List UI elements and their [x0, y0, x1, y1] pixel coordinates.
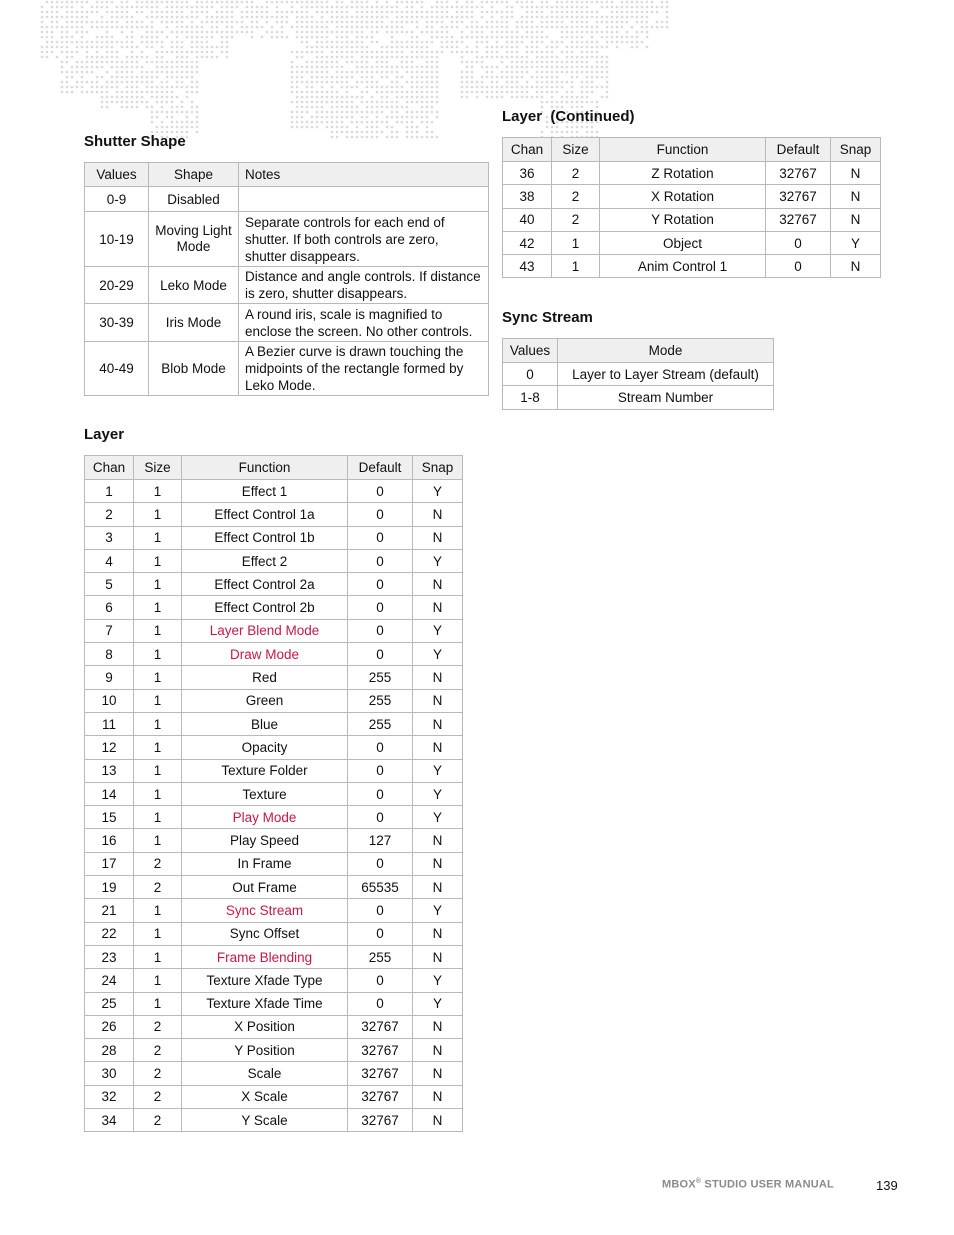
function-cell: Red — [182, 666, 348, 689]
footer-manual-name: STUDIO USER MANUAL — [701, 1178, 834, 1191]
chan-cell: 40 — [503, 208, 552, 231]
snap-cell: N — [831, 185, 881, 208]
notes-cell: Distance and angle controls. If distance is zero, shutter disappears. — [239, 267, 489, 304]
snap-cell: Y — [831, 231, 881, 254]
chan-cell: 30 — [85, 1062, 134, 1085]
default-cell: 0 — [348, 643, 413, 666]
table-header-row — [85, 456, 463, 480]
function-cell: X Position — [182, 1015, 348, 1038]
values-cell: 0 — [503, 363, 558, 386]
column-header: Default — [766, 138, 831, 162]
default-cell: 32767 — [348, 1015, 413, 1038]
layer-continued-table-body — [503, 162, 881, 278]
values-cell: 20-29 — [85, 267, 149, 304]
chan-cell: 15 — [85, 806, 134, 829]
table-row — [85, 782, 463, 805]
size-cell: 1 — [134, 736, 182, 759]
size-cell: 2 — [552, 185, 600, 208]
snap-cell: Y — [413, 969, 463, 992]
table-row — [85, 666, 463, 689]
column-header: Notes — [239, 163, 489, 187]
size-cell: 1 — [134, 899, 182, 922]
function-cell: Texture Xfade Time — [182, 992, 348, 1015]
chan-cell: 21 — [85, 899, 134, 922]
values-cell: 10-19 — [85, 212, 149, 267]
function-link[interactable]: Sync Stream — [182, 899, 348, 922]
table-row — [85, 342, 489, 396]
snap-cell: N — [413, 1085, 463, 1108]
function-cell: Texture Xfade Type — [182, 969, 348, 992]
table-row — [85, 829, 463, 852]
chan-cell: 17 — [85, 852, 134, 875]
page-number: 139 — [876, 1178, 898, 1193]
notes-cell: A round iris, scale is magnified to enclose the screen. No other controls. — [239, 304, 489, 342]
size-cell: 1 — [552, 231, 600, 254]
default-cell: 0 — [348, 806, 413, 829]
size-cell: 1 — [134, 480, 182, 503]
size-cell: 2 — [134, 1062, 182, 1085]
default-cell: 0 — [348, 619, 413, 642]
default-cell: 0 — [348, 782, 413, 805]
chan-cell: 28 — [85, 1039, 134, 1062]
values-cell: 0-9 — [85, 187, 149, 212]
table-row — [503, 363, 774, 386]
function-cell: Y Scale — [182, 1109, 348, 1132]
snap-cell: N — [413, 1109, 463, 1132]
snap-cell: N — [413, 1015, 463, 1038]
size-cell: 1 — [134, 666, 182, 689]
chan-cell: 19 — [85, 876, 134, 899]
chan-cell: 23 — [85, 945, 134, 968]
chan-cell: 25 — [85, 992, 134, 1015]
shutter-shape-table — [84, 162, 489, 396]
size-cell: 1 — [134, 573, 182, 596]
snap-cell: N — [831, 255, 881, 278]
size-cell: 1 — [134, 596, 182, 619]
table-row — [85, 945, 463, 968]
shape-cell: Moving Light Mode — [149, 212, 239, 267]
column-header: Chan — [85, 456, 134, 480]
table-row — [85, 806, 463, 829]
layer-table-body — [85, 480, 463, 1132]
default-cell: 255 — [348, 712, 413, 735]
table-row — [85, 480, 463, 503]
size-cell: 1 — [134, 969, 182, 992]
chan-cell: 32 — [85, 1085, 134, 1108]
shape-cell: Blob Mode — [149, 342, 239, 396]
footer-manual-title — [662, 1178, 834, 1191]
snap-cell: N — [413, 712, 463, 735]
table-row — [85, 643, 463, 666]
column-header: Function — [600, 138, 766, 162]
default-cell: 32767 — [766, 162, 831, 185]
function-link[interactable]: Layer Blend Mode — [182, 619, 348, 642]
snap-cell: N — [413, 526, 463, 549]
shape-cell: Leko Mode — [149, 267, 239, 304]
column-header: Default — [348, 456, 413, 480]
layer-table — [84, 455, 463, 1132]
chan-cell: 36 — [503, 162, 552, 185]
function-cell: Play Speed — [182, 829, 348, 852]
table-row — [85, 1085, 463, 1108]
size-cell: 1 — [134, 806, 182, 829]
snap-cell: Y — [413, 992, 463, 1015]
size-cell: 2 — [134, 1015, 182, 1038]
table-row — [85, 549, 463, 572]
size-cell: 1 — [134, 922, 182, 945]
chan-cell: 16 — [85, 829, 134, 852]
function-cell: Sync Offset — [182, 922, 348, 945]
function-cell: Z Rotation — [600, 162, 766, 185]
table-row — [85, 1062, 463, 1085]
column-header: Size — [552, 138, 600, 162]
table-header-row — [503, 339, 774, 363]
size-cell: 2 — [134, 1085, 182, 1108]
default-cell: 32767 — [766, 208, 831, 231]
layer-continued-table — [502, 137, 881, 278]
size-cell: 1 — [134, 689, 182, 712]
chan-cell: 43 — [503, 255, 552, 278]
mode-cell: Stream Number — [558, 386, 774, 409]
chan-cell: 34 — [85, 1109, 134, 1132]
snap-cell: N — [413, 1039, 463, 1062]
default-cell: 32767 — [348, 1109, 413, 1132]
column-header: Values — [503, 339, 558, 363]
function-cell: Y Position — [182, 1039, 348, 1062]
function-cell: Effect Control 1b — [182, 526, 348, 549]
default-cell: 0 — [348, 759, 413, 782]
table-row — [503, 185, 881, 208]
table-row — [503, 255, 881, 278]
column-header: Mode — [558, 339, 774, 363]
function-cell: Effect Control 2a — [182, 573, 348, 596]
default-cell: 255 — [348, 689, 413, 712]
snap-cell: Y — [413, 643, 463, 666]
column-header: Shape — [149, 163, 239, 187]
default-cell: 32767 — [766, 185, 831, 208]
snap-cell: Y — [413, 619, 463, 642]
chan-cell: 12 — [85, 736, 134, 759]
default-cell: 32767 — [348, 1039, 413, 1062]
function-cell: Anim Control 1 — [600, 255, 766, 278]
default-cell: 127 — [348, 829, 413, 852]
table-row — [85, 573, 463, 596]
size-cell: 1 — [134, 643, 182, 666]
layer-title: Layer — [84, 426, 125, 443]
function-link[interactable]: Draw Mode — [182, 643, 348, 666]
size-cell: 1 — [134, 526, 182, 549]
function-cell: Y Rotation — [600, 208, 766, 231]
column-header: Values — [85, 163, 149, 187]
default-cell: 0 — [766, 231, 831, 254]
values-cell: 1-8 — [503, 386, 558, 409]
function-cell: Scale — [182, 1062, 348, 1085]
function-cell: X Scale — [182, 1085, 348, 1108]
size-cell: 2 — [134, 852, 182, 875]
snap-cell: Y — [413, 782, 463, 805]
default-cell: 255 — [348, 945, 413, 968]
table-row — [85, 712, 463, 735]
table-row — [85, 922, 463, 945]
chan-cell: 1 — [85, 480, 134, 503]
size-cell: 1 — [134, 759, 182, 782]
function-cell: Texture Folder — [182, 759, 348, 782]
snap-cell: N — [413, 876, 463, 899]
default-cell: 0 — [348, 549, 413, 572]
snap-cell: N — [413, 945, 463, 968]
layer-continued-title: Layer (Continued) — [502, 108, 635, 125]
shutter-shape-section — [84, 133, 186, 150]
size-cell: 1 — [552, 255, 600, 278]
chan-cell: 10 — [85, 689, 134, 712]
values-cell: 40-49 — [85, 342, 149, 396]
table-row — [85, 267, 489, 304]
snap-cell: N — [413, 922, 463, 945]
function-cell: Texture — [182, 782, 348, 805]
notes-cell: Separate controls for each end of shutter. If both controls are zero, shutter disappears. — [239, 212, 489, 267]
table-header-row — [503, 138, 881, 162]
table-row — [85, 1109, 463, 1132]
table-row — [85, 526, 463, 549]
size-cell: 1 — [134, 945, 182, 968]
shutter-shape-title: Shutter Shape — [84, 133, 186, 150]
sync-stream-title: Sync Stream — [502, 309, 593, 326]
notes-cell: A Bezier curve is drawn touching the midpoints of the rectangle formed by Leko Mode. — [239, 342, 489, 396]
table-row — [85, 992, 463, 1015]
snap-cell: N — [413, 1062, 463, 1085]
snap-cell: N — [413, 666, 463, 689]
chan-cell: 5 — [85, 573, 134, 596]
snap-cell: Y — [413, 806, 463, 829]
default-cell: 0 — [348, 596, 413, 619]
chan-cell: 26 — [85, 1015, 134, 1038]
function-cell: Green — [182, 689, 348, 712]
table-header-row — [85, 163, 489, 187]
function-cell: Effect 1 — [182, 480, 348, 503]
shape-cell: Iris Mode — [149, 304, 239, 342]
default-cell: 0 — [348, 852, 413, 875]
function-cell: Effect Control 1a — [182, 503, 348, 526]
chan-cell: 3 — [85, 526, 134, 549]
table-row — [85, 1015, 463, 1038]
snap-cell: N — [413, 503, 463, 526]
function-link[interactable]: Play Mode — [182, 806, 348, 829]
chan-cell: 14 — [85, 782, 134, 805]
table-row — [503, 162, 881, 185]
footer-brand: MBOX — [662, 1178, 696, 1191]
default-cell: 32767 — [348, 1062, 413, 1085]
table-row — [85, 187, 489, 212]
function-cell: In Frame — [182, 852, 348, 875]
table-row — [85, 852, 463, 875]
notes-cell — [239, 187, 489, 212]
table-row — [85, 736, 463, 759]
sync-stream-table — [502, 338, 774, 410]
table-row — [503, 231, 881, 254]
layer-continued-section — [502, 108, 635, 125]
default-cell: 0 — [348, 503, 413, 526]
chan-cell: 2 — [85, 503, 134, 526]
table-row — [503, 208, 881, 231]
size-cell: 1 — [134, 992, 182, 1015]
chan-cell: 13 — [85, 759, 134, 782]
default-cell: 0 — [348, 573, 413, 596]
table-row — [85, 759, 463, 782]
mode-cell: Layer to Layer Stream (default) — [558, 363, 774, 386]
table-row — [85, 503, 463, 526]
size-cell: 2 — [552, 208, 600, 231]
table-row — [85, 212, 489, 267]
size-cell: 2 — [134, 1039, 182, 1062]
function-cell: X Rotation — [600, 185, 766, 208]
default-cell: 0 — [348, 969, 413, 992]
function-cell: Effect 2 — [182, 549, 348, 572]
chan-cell: 24 — [85, 969, 134, 992]
snap-cell: Y — [413, 480, 463, 503]
size-cell: 1 — [134, 712, 182, 735]
function-cell: Object — [600, 231, 766, 254]
sync-stream-section — [502, 309, 593, 326]
chan-cell: 4 — [85, 549, 134, 572]
size-cell: 2 — [134, 876, 182, 899]
default-cell: 0 — [348, 526, 413, 549]
default-cell: 0 — [348, 899, 413, 922]
table-row — [85, 876, 463, 899]
size-cell: 2 — [134, 1109, 182, 1132]
table-row — [85, 596, 463, 619]
chan-cell: 22 — [85, 922, 134, 945]
table-row — [85, 619, 463, 642]
column-header: Snap — [831, 138, 881, 162]
table-row — [85, 969, 463, 992]
default-cell: 0 — [348, 480, 413, 503]
column-header: Snap — [413, 456, 463, 480]
chan-cell: 8 — [85, 643, 134, 666]
table-row — [85, 689, 463, 712]
size-cell: 1 — [134, 503, 182, 526]
snap-cell: N — [831, 162, 881, 185]
default-cell: 32767 — [348, 1085, 413, 1108]
size-cell: 1 — [134, 549, 182, 572]
size-cell: 1 — [134, 829, 182, 852]
size-cell: 2 — [552, 162, 600, 185]
function-cell: Blue — [182, 712, 348, 735]
chan-cell: 9 — [85, 666, 134, 689]
chan-cell: 6 — [85, 596, 134, 619]
chan-cell: 7 — [85, 619, 134, 642]
function-cell: Effect Control 2b — [182, 596, 348, 619]
size-cell: 1 — [134, 782, 182, 805]
column-header: Function — [182, 456, 348, 480]
table-row — [85, 304, 489, 342]
snap-cell: Y — [413, 549, 463, 572]
chan-cell: 38 — [503, 185, 552, 208]
default-cell: 0 — [766, 255, 831, 278]
size-cell: 1 — [134, 619, 182, 642]
table-row — [503, 386, 774, 409]
snap-cell: N — [413, 829, 463, 852]
chan-cell: 11 — [85, 712, 134, 735]
trademark-symbol: ® — [695, 1178, 702, 1185]
function-cell: Opacity — [182, 736, 348, 759]
snap-cell: Y — [413, 899, 463, 922]
snap-cell: N — [413, 852, 463, 875]
function-link[interactable]: Frame Blending — [182, 945, 348, 968]
default-cell: 255 — [348, 666, 413, 689]
snap-cell: N — [413, 596, 463, 619]
snap-cell: N — [413, 689, 463, 712]
values-cell: 30-39 — [85, 304, 149, 342]
default-cell: 0 — [348, 922, 413, 945]
snap-cell: Y — [413, 759, 463, 782]
table-row — [85, 1039, 463, 1062]
snap-cell: N — [831, 208, 881, 231]
default-cell: 65535 — [348, 876, 413, 899]
default-cell: 0 — [348, 736, 413, 759]
default-cell: 0 — [348, 992, 413, 1015]
column-header: Size — [134, 456, 182, 480]
snap-cell: N — [413, 736, 463, 759]
column-header: Chan — [503, 138, 552, 162]
chan-cell: 42 — [503, 231, 552, 254]
layer-section — [84, 426, 124, 443]
table-row — [85, 899, 463, 922]
shape-cell: Disabled — [149, 187, 239, 212]
snap-cell: N — [413, 573, 463, 596]
function-cell: Out Frame — [182, 876, 348, 899]
